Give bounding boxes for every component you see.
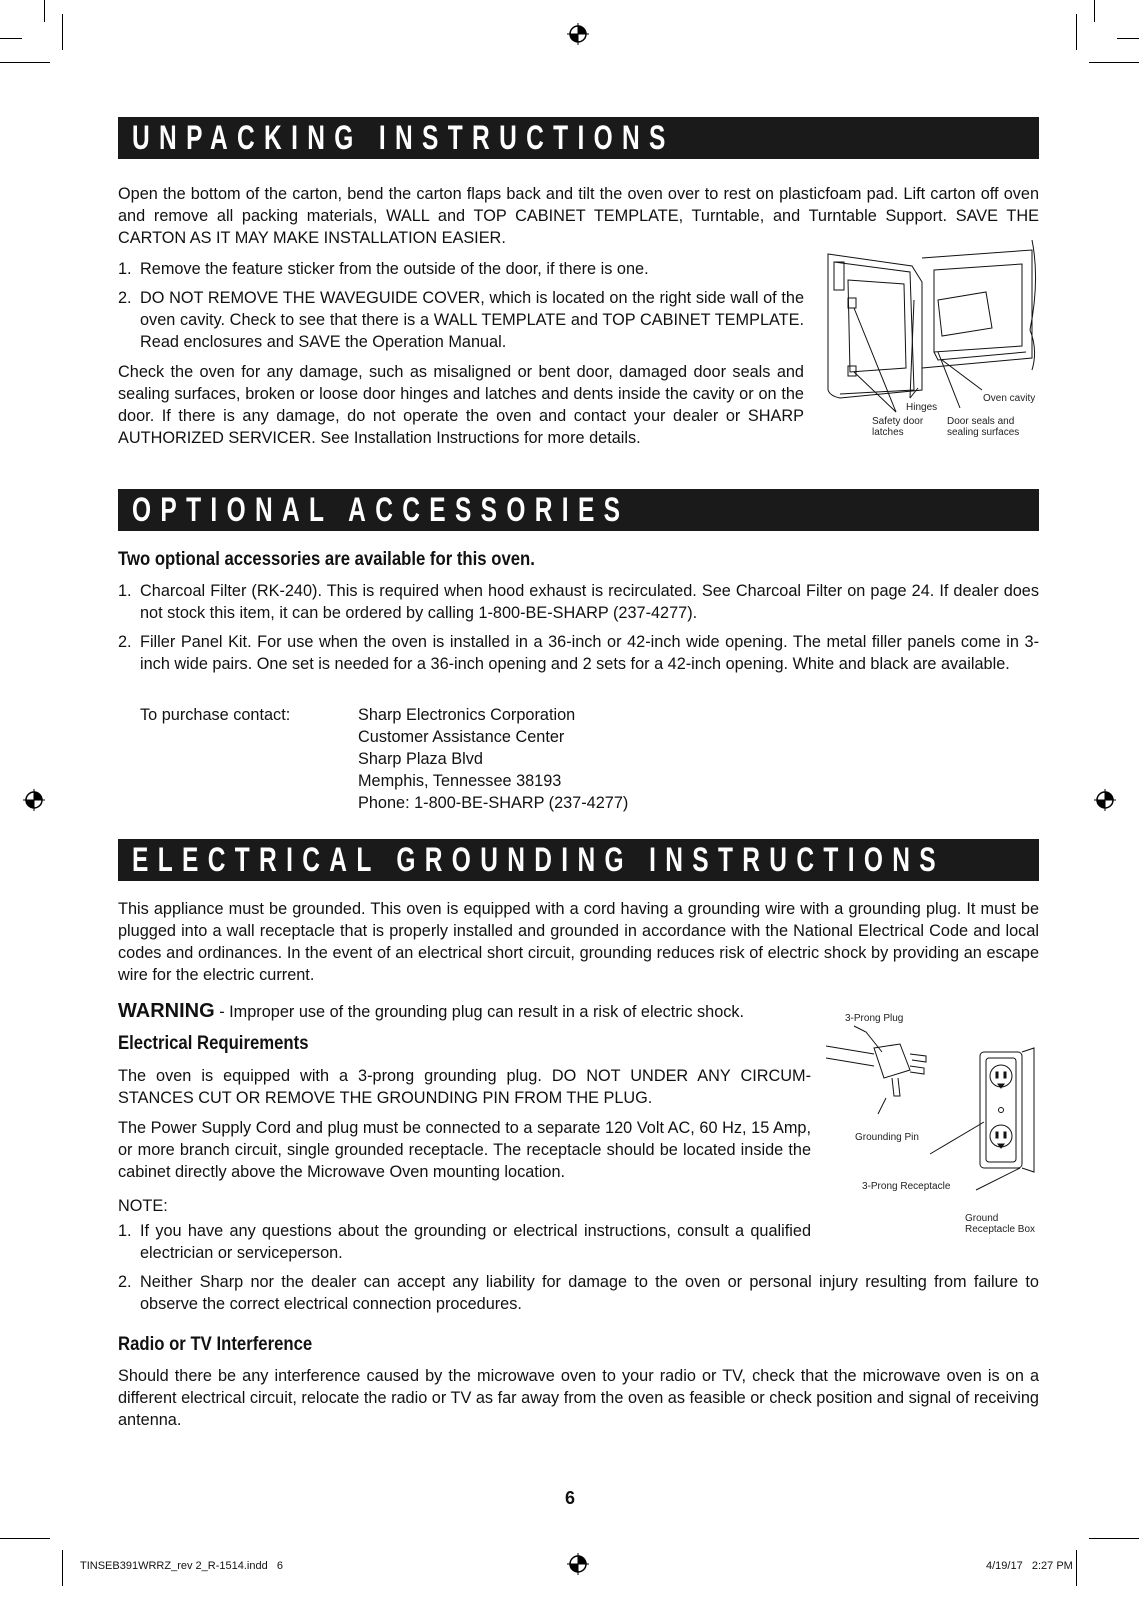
electrical-intro: This appliance must be grounded. This oven is equipped with a cord having a grounding wire with a grounding plug. It must be plugged into a wall receptacle that is properly installed and grounded in accordance with the National Electrical Code and local codes and ordinances. In the event of an electrical short circuit, grounding reduces risk of electric shock by providing an escape wire for the electric current. (118, 900, 1039, 984)
crop-mark (62, 14, 63, 50)
figure-label: Safety door latches (872, 416, 924, 438)
note-label: NOTE: (118, 1197, 168, 1215)
section-title: ELECTRICAL GROUNDING INSTRUCTIONS (132, 841, 945, 879)
list-item: 2. DO NOT REMOVE THE WAVEGUIDE COVER, which is located on the right side wall of the oven cavity. Check to see that there is a WALL TEMPLATE and TOP CABINET TEMPLATE. Read enclosures and SAVE the Operation Manual. (118, 289, 804, 351)
section-banner-unpacking (118, 117, 1039, 159)
radio-tv-paragraph: Should there be any interference caused by the microwave oven to your radio or TV, check that the microwave oven is on a different electrical circuit, relocate the radio or TV as far away from the oven as feasible or check position and signal of receiving antenna. (118, 1367, 1039, 1429)
figure-label: Ground Receptacle Box (965, 1213, 1036, 1235)
warning-text: - Improper use of the grounding plug can result in a risk of electric shock. (214, 1003, 745, 1021)
contact-line: Sharp Electronics Corporation (358, 706, 576, 724)
list-item: 1. Remove the feature sticker from the outside of the door, if there is one. (118, 260, 649, 278)
crop-mark (1117, 38, 1139, 39)
crop-mark (0, 38, 22, 39)
contact-line: Phone: 1-800-BE-SHARP (237-4277) (358, 794, 629, 812)
contact-label: To purchase contact: (140, 706, 291, 724)
figure-label: Hinges (906, 402, 938, 413)
figure-label: 3-Prong Plug (845, 1013, 904, 1024)
registration-mark-icon (23, 789, 45, 811)
list-item: 1. If you have any questions about the grounding or electrical instructions, consult a qualified electrician or serviceperson. (118, 1222, 811, 1262)
crop-mark (62, 1550, 63, 1586)
crop-mark (44, 0, 45, 22)
unpacking-intro: Open the bottom of the carton, bend the carton flaps back and tilt the oven over to rest on plasticfoam pad. Lift carton off oven and remove all packing materials, WALL and TOP CABINET TEMPLATE, Turntable, and Turntable Support. SAVE THE CARTON AS IT MAY MAKE INSTALLATION EASIER. (118, 185, 1039, 247)
contact-line: Customer Assistance Center (358, 728, 565, 746)
crop-mark (1076, 14, 1077, 50)
figure-label: Oven cavity (983, 393, 1036, 404)
requirements-paragraph: The oven is equipped with a 3-prong grounding plug. DO NOT UNDER ANY CIRCUM-STANCES CUT OR REMOVE THE GROUNDING PIN FROM THE PLUG. (118, 1067, 811, 1107)
registration-mark-icon (567, 23, 589, 45)
accessories-subtitle: Two optional accessories are available for this oven. (118, 549, 535, 570)
footer-file-name: TINSEB391WRRZ_rev 2_R-1514.indd 6 (80, 1560, 283, 1572)
section-banner-electrical (118, 839, 1039, 881)
section-banner-accessories (118, 489, 1039, 531)
radio-tv-heading: Radio or TV Interference (118, 1334, 313, 1355)
figure-label: Door seals and sealing surfaces (947, 416, 1020, 438)
list-item: 2. Filler Panel Kit. For use when the oven is installed in a 36-inch or 42-inch wide opening. The metal filler panels come in 3-inch wide pairs. One set is needed for a 36-inch opening and 2 sets for a 42-inch opening. White and black are available. (118, 633, 1039, 673)
list-item: 1. Charcoal Filter (RK-240). This is required when hood exhaust is recirculated. See Charcoal Filter on page 24. If dealer does not stock this item, it can be ordered by calling 1-800-BE-SHARP (237-4277). (118, 582, 1039, 622)
registration-mark-icon (567, 1553, 589, 1575)
registration-mark-icon (1094, 789, 1116, 811)
crop-mark (0, 62, 50, 63)
list-item: 2. Neither Sharp nor the dealer can accept any liability for damage to the oven or personal injury resulting from failure to observe the correct electrical connection procedures. (118, 1273, 1039, 1313)
damage-check-paragraph: Check the oven for any damage, such as misaligned or bent door, damaged door seals and sealing surfaces, broken or loose door hinges and latches and dents inside the cavity or on the door. If there is any damage, do not operate the oven and contact your dealer or SHARP AUTHORIZED SERVICER. See Installation Instructions for more details. (118, 363, 804, 447)
requirements-paragraph: The Power Supply Cord and plug must be connected to a separate 120 Volt AC, 60 Hz, 15 Amp, or more branch circuit, single grounded receptacle. The receptacle should be located inside the cabinet directly above the Microwave Oven mounting location. (118, 1119, 811, 1181)
contact-line: Sharp Plaza Blvd (358, 750, 483, 768)
crop-mark (1089, 1538, 1139, 1539)
contact-line: Memphis, Tennessee 38193 (358, 772, 562, 790)
crop-mark (1076, 1550, 1077, 1586)
crop-mark (0, 1538, 50, 1539)
footer-timestamp: 4/19/17 2:27 PM (986, 1560, 1073, 1572)
electrical-requirements-heading: Electrical Requirements (118, 1033, 309, 1054)
warning-label: WARNING (118, 1000, 215, 1022)
crop-mark (1094, 0, 1095, 22)
warning-line (118, 1000, 818, 1023)
oven-cavity-illustration (826, 240, 1050, 440)
figure-label: Grounding Pin (855, 1132, 919, 1143)
crop-mark (1089, 62, 1139, 63)
section-title: UNPACKING INSTRUCTIONS (132, 119, 675, 157)
page-number: 6 (564, 1488, 575, 1508)
figure-label: 3-Prong Receptacle (862, 1181, 951, 1192)
section-title: OPTIONAL ACCESSORIES (132, 491, 630, 529)
